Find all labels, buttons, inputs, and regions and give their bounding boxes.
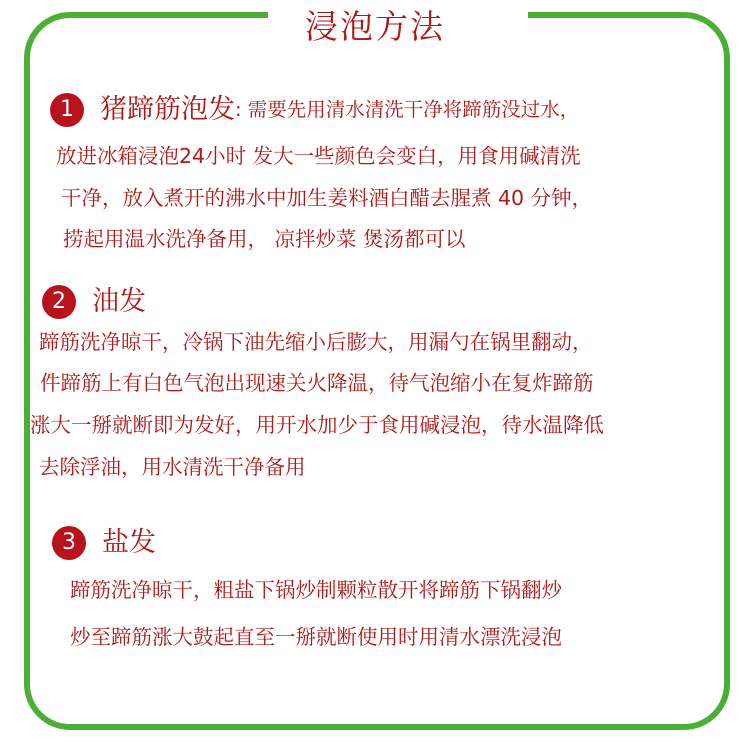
section-2-heading: 油发 [92,286,146,317]
section-2-line: 去除浮油，用水清洗干净备用 [39,455,306,479]
section-3-line: 蹄筋洗净晾干，粗盐下锅炒制颗粒散开将蹄筋下锅翻炒 [70,578,562,602]
section-1-line: 放进冰箱浸泡24小时 发大一些颜色会变白，用食用碱清洗 [56,144,581,168]
section-2-number: 2 [42,285,76,319]
section-2-header [42,285,146,319]
section-1-intro: : 需要先用清水清洗干净将蹄筋没过水， [235,98,580,121]
section-1-line: 干净，放入煮开的沸水中加生姜料酒白醋去腥煮 40 分钟， [61,186,593,210]
section-3-line: 炒至蹄筋涨大鼓起直至一掰就断使用时用清水漂洗浸泡 [70,625,562,649]
page-title: 浸泡方法 [305,7,445,46]
section-2-line: 件蹄筋上有白色气泡出现速关火降温，待气泡缩小在复炸蹄筋 [40,371,594,395]
section-1-heading: 猪蹄筋泡发 [100,94,235,125]
section-2-line: 涨大一掰就断即为发好，用开水加少于食用碱浸泡，待水温降低 [30,413,604,437]
section-1-number: 1 [50,93,84,127]
section-2-line: 蹄筋洗净晾干，冷锅下油先缩小后膨大，用漏勺在锅里翻动， [39,330,593,354]
section-1-header [50,93,579,127]
section-1-line: 捞起用温水洗净备用， 凉拌炒菜 煲汤都可以 [63,227,466,251]
section-3-header [52,526,156,560]
section-3-number: 3 [52,526,86,560]
section-3-heading: 盐发 [102,527,156,558]
